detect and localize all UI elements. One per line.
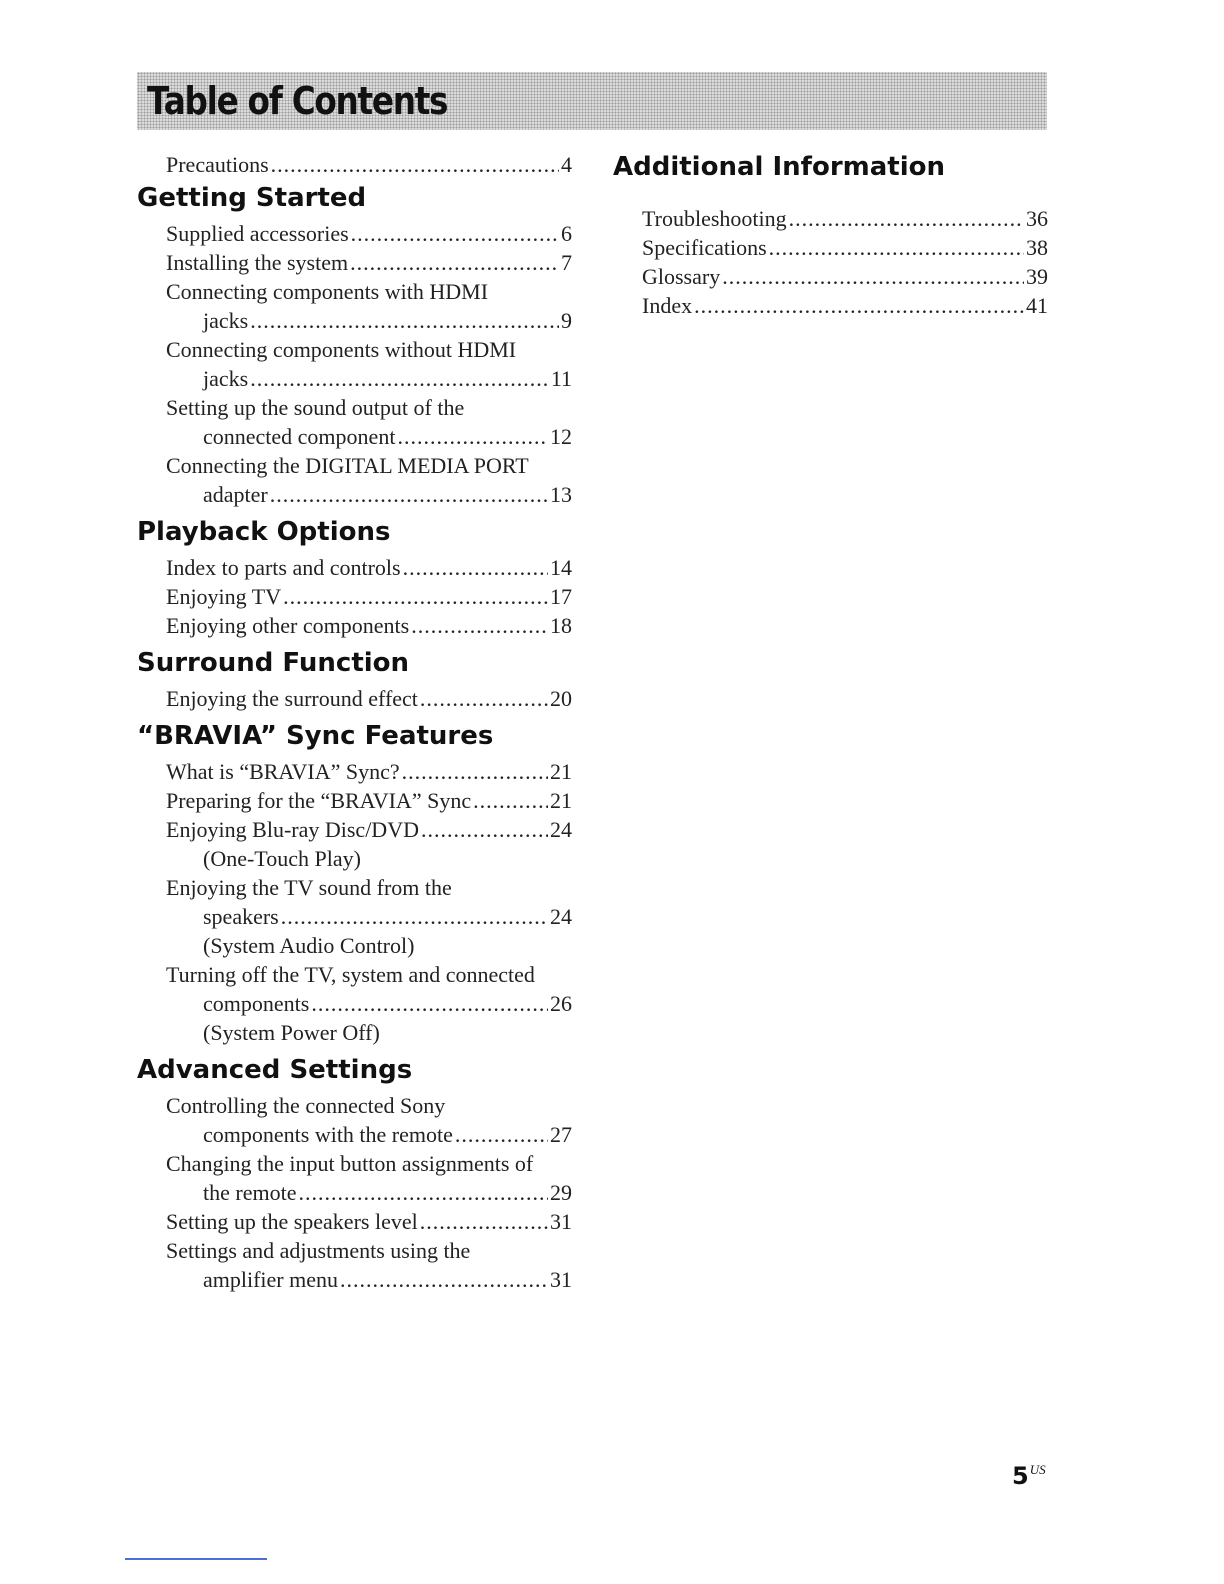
toc-entry-text: Connecting components without HDMI — [166, 337, 517, 362]
toc-entry-list — [137, 553, 572, 640]
toc-left-column — [137, 150, 572, 1300]
toc-entry — [642, 262, 1048, 291]
toc-entry-text: Turning off the TV, system and connected — [166, 962, 535, 987]
toc-entry-page: 26 — [550, 991, 572, 1016]
section-heading: Surround Function — [137, 648, 410, 678]
toc-entry — [642, 291, 1048, 320]
toc-entry-page: 18 — [550, 613, 572, 638]
toc-entry-text: Enjoying the surround effect — [166, 686, 418, 711]
toc-entry-page: 4 — [561, 152, 572, 177]
toc-entry — [166, 1236, 572, 1265]
toc-entry — [166, 757, 572, 786]
toc-entry-note — [203, 931, 572, 960]
toc-entry — [203, 480, 572, 509]
toc-leader-dots — [298, 1178, 548, 1207]
section-heading: Advanced Settings — [137, 1055, 413, 1085]
toc-entry — [166, 684, 572, 713]
toc-entry-text: Connecting components with HDMI — [166, 279, 489, 304]
toc-entry-text: Enjoying TV — [166, 584, 282, 609]
page-number — [1012, 1462, 1046, 1490]
toc-entry-text: Enjoying Blu-ray Disc/DVD — [166, 817, 419, 842]
toc-entry — [166, 219, 572, 248]
toc-leader-dots — [340, 1265, 548, 1294]
toc-entry — [166, 393, 572, 422]
toc-entry-text: What is “BRAVIA” Sync? — [166, 759, 400, 784]
toc-entry-text: components with the remote — [203, 1122, 453, 1147]
toc-entry-text: Index to parts and controls — [166, 555, 401, 580]
toc-entry — [203, 306, 572, 335]
toc-leader-dots — [421, 815, 548, 844]
toc-leader-dots — [455, 1120, 548, 1149]
toc-entry-page: 11 — [550, 366, 572, 391]
toc-entry-page: 36 — [1026, 206, 1048, 231]
toc-entry-note — [203, 1018, 572, 1047]
toc-entry — [166, 553, 572, 582]
toc-entry — [166, 1149, 572, 1178]
toc-leader-dots — [694, 291, 1024, 320]
toc-entry-text: components — [203, 991, 310, 1016]
toc-banner — [137, 72, 1047, 130]
toc-leader-dots — [402, 757, 548, 786]
section-heading: Getting Started — [137, 183, 367, 213]
page-number-suffix: US — [1029, 1462, 1046, 1477]
toc-leader-dots — [270, 480, 548, 509]
toc-leader-dots — [350, 248, 559, 277]
toc-leader-dots — [769, 233, 1024, 262]
toc-entry-list — [613, 204, 1048, 320]
toc-entry-page: 31 — [550, 1267, 572, 1292]
page-number-value: 5 — [1012, 1462, 1029, 1490]
section-heading: Playback Options — [137, 517, 391, 547]
toc-leader-dots — [473, 786, 548, 815]
toc-right-column — [613, 150, 1048, 326]
toc-entry-page: 7 — [561, 250, 572, 275]
section-heading: “BRAVIA” Sync Features — [137, 721, 494, 751]
toc-entry-page: 38 — [1026, 235, 1048, 260]
toc-entry — [166, 248, 572, 277]
toc-entry-list — [137, 219, 572, 509]
toc-entry-page: 24 — [550, 904, 572, 929]
toc-entry-page: 14 — [550, 555, 572, 580]
toc-leader-dots — [250, 364, 549, 393]
toc-entry-page: 20 — [550, 686, 572, 711]
toc-entry-page: 21 — [550, 788, 572, 813]
toc-entry-list — [137, 757, 572, 1047]
toc-entry — [166, 815, 572, 844]
toc-entry — [166, 1091, 572, 1120]
toc-entry-page: 17 — [550, 584, 572, 609]
toc-entry-text: amplifier menu — [203, 1267, 339, 1292]
toc-entry-text: Installing the system — [166, 250, 349, 275]
toc-entry-text: jacks — [203, 308, 249, 333]
section-heading: Additional Information — [613, 152, 946, 182]
toc-entry-text: jacks — [203, 366, 249, 391]
toc-entry-text: Specifications — [642, 235, 767, 260]
toc-entry — [203, 902, 572, 931]
toc-entry-text: Precautions — [166, 152, 269, 177]
toc-intro-list — [137, 150, 572, 179]
toc-leader-dots — [789, 204, 1024, 233]
toc-entry-page: 31 — [550, 1209, 572, 1234]
page-title: Table of Contents — [147, 79, 448, 123]
toc-entry-page: 9 — [561, 308, 572, 333]
toc-leader-dots — [403, 553, 548, 582]
toc-entry-text: Changing the input button assignments of — [166, 1151, 534, 1176]
toc-entry-text: Glossary — [642, 264, 721, 289]
toc-entry-text: Preparing for the “BRAVIA” Sync — [166, 788, 472, 813]
toc-entry-text: Settings and adjustments using the — [166, 1238, 471, 1263]
toc-entry — [166, 150, 572, 179]
toc-entry-page: 24 — [550, 817, 572, 842]
toc-entry — [166, 611, 572, 640]
toc-entry — [203, 364, 572, 393]
toc-leader-dots — [283, 582, 548, 611]
toc-leader-dots — [397, 422, 548, 451]
toc-entry-note-text: (One-Touch Play) — [203, 846, 361, 871]
toc-leader-dots — [351, 219, 559, 248]
toc-entry — [203, 1178, 572, 1207]
toc-entry-page: 12 — [550, 424, 572, 449]
toc-entry-text: Enjoying the TV sound from the — [166, 875, 452, 900]
toc-entry — [203, 989, 572, 1018]
toc-leader-dots — [420, 684, 548, 713]
toc-entry-text: Troubleshooting — [642, 206, 787, 231]
toc-entry-page: 6 — [561, 221, 572, 246]
toc-entry-text: Supplied accessories — [166, 221, 349, 246]
toc-entry-text: Index — [642, 293, 693, 318]
toc-entry-text: connected component — [203, 424, 396, 449]
toc-entry-note — [203, 844, 572, 873]
toc-entry-page: 29 — [550, 1180, 572, 1205]
toc-entry — [203, 422, 572, 451]
toc-leader-dots — [250, 306, 559, 335]
toc-leader-dots — [411, 611, 548, 640]
toc-entry — [166, 786, 572, 815]
toc-entry — [166, 1207, 572, 1236]
toc-leader-dots — [311, 989, 548, 1018]
toc-entry-note-text: (System Power Off) — [203, 1020, 380, 1045]
toc-entry-page: 13 — [550, 482, 572, 507]
toc-leader-dots — [420, 1207, 548, 1236]
toc-entry-text: Controlling the connected Sony — [166, 1093, 446, 1118]
toc-entry-page: 27 — [550, 1122, 572, 1147]
toc-entry-text: speakers — [203, 904, 279, 929]
toc-entry-list — [137, 1091, 572, 1294]
toc-entry — [203, 1265, 572, 1294]
toc-entry-list — [137, 684, 572, 713]
toc-entry — [642, 233, 1048, 262]
toc-entry-text: Enjoying other components — [166, 613, 410, 638]
toc-entry — [166, 960, 572, 989]
toc-leader-dots — [281, 902, 548, 931]
toc-entry — [166, 873, 572, 902]
toc-entry-text: Setting up the sound output of the — [166, 395, 465, 420]
toc-entry — [203, 1120, 572, 1149]
toc-entry-text: the remote — [203, 1180, 297, 1205]
footer-rule — [125, 1558, 267, 1560]
toc-entry — [166, 277, 572, 306]
toc-entry-text: Setting up the speakers level — [166, 1209, 418, 1234]
toc-entry — [642, 204, 1048, 233]
toc-leader-dots — [271, 150, 559, 179]
toc-entry-text: Connecting the DIGITAL MEDIA PORT — [166, 453, 529, 478]
toc-entry — [166, 335, 572, 364]
toc-entry-page: 39 — [1026, 264, 1048, 289]
toc-entry-text: adapter — [203, 482, 268, 507]
toc-entry-page: 21 — [550, 759, 572, 784]
toc-entry — [166, 582, 572, 611]
toc-entry-note-text: (System Audio Control) — [203, 933, 415, 958]
toc-leader-dots — [722, 262, 1024, 291]
toc-entry — [166, 451, 572, 480]
toc-entry-page: 41 — [1026, 293, 1048, 318]
